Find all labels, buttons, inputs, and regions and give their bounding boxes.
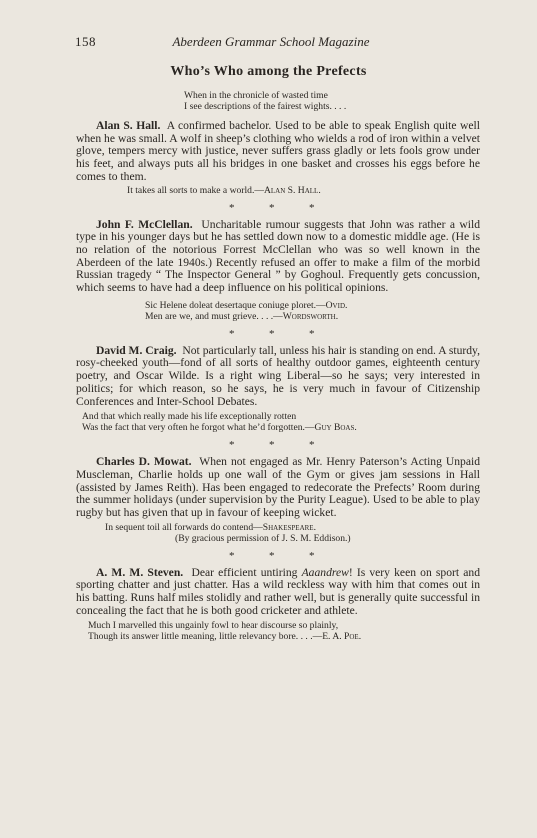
quote-text: In sequent toil all forwards do contend—: [105, 521, 263, 533]
quote-line: [145, 300, 480, 311]
entry-paragraph: [76, 456, 480, 520]
quote-line: [88, 631, 480, 642]
article-body: [76, 90, 480, 642]
quote-attribution: Shakespeare.: [262, 521, 316, 533]
quote-text: And that which really made his life exceptionally rotten: [82, 411, 297, 423]
entry-quote: [145, 300, 480, 322]
entry-paragraph: [76, 120, 480, 184]
quote-text: It takes all sorts to make a world.—: [127, 184, 264, 196]
running-title: Aberdeen Grammar School Magazine: [172, 34, 370, 49]
separator-star: *: [229, 549, 235, 562]
entry-text: When not engaged as Mr. Henry Paterson’s Acting Unpaid Muscleman, Charlie holds up one wall of the Gym or gives jam sessions in Hall (assisted by James Reith). Has been engaged to redecorate the Prefects’ Room during the summer holidays (under supervision by the Purity League). Used to be able to play rugby but has given that up in favour of keeping wicket.: [76, 455, 480, 520]
entry-text-italic: Aaandrew: [301, 565, 349, 579]
quote-attribution: Ovid.: [325, 299, 348, 311]
entry-name: David M. Craig.: [96, 343, 177, 357]
quote-text: Though its answer little meaning, little relevancy bore. . . .—: [88, 630, 323, 642]
separator-star: *: [229, 201, 235, 214]
entry-quote: [105, 522, 480, 544]
quote-line: [105, 522, 480, 533]
section-separator: [76, 439, 480, 451]
page-header: [75, 34, 467, 52]
separator-star: *: [309, 201, 315, 214]
entry-name: Alan S. Hall.: [96, 119, 161, 132]
section-separator: [76, 328, 480, 340]
entry-name: Charles D. Mowat.: [96, 455, 192, 469]
separator-star: *: [229, 439, 235, 452]
quote-line: [82, 422, 480, 433]
entry-text: A confirmed bachelor. Used to be able to speak English quite well when he was small. A wolf in sheep’s clothing who wields a rod of iron within a velvet glove, tempers mercy with justice, never suffers grass gladly or lets fools grow under his feet, and always puts all his bridges in one basket and crosses his eggs before he comes to them.: [76, 119, 481, 183]
quote-line: [127, 185, 480, 196]
quote-attribution: Alan S. Hall.: [263, 184, 321, 196]
entry-name: John F. McClellan.: [96, 217, 193, 231]
entry-text: ! Is very keen on sport and sporting chatter and just chatter. Has a wild reckless way with him that comes out in his batting. Runs half miles stolidly and rather well, but is generally quite successful in concealing the fact that he is both good cricketer and athlete.: [76, 565, 480, 617]
quote-text: (By gracious permission of J. S. M. Eddison.): [175, 532, 351, 544]
epigraph-line: I see descriptions of the fairest wights. . . .: [184, 101, 347, 112]
entry-quote: [82, 411, 480, 433]
quote-text: Much I marvelled this ungainly fowl to hear discourse so plainly,: [88, 619, 339, 631]
quote-line: [82, 411, 480, 422]
entry-text: Uncharitable rumour suggests that John was rather a wild type in his younger days but he has settled down now to a domestic middle age. (He is no relation of the notorious Forrest McClellan who was so well known in the Aberdeen of the late 1940s.) Recently refused an offer to make a film of the morbid Russian tragedy “ The Inspector General ” by Goghoul. Frequently gets concussion, which seems to have had a deep influence on his political opinions.: [76, 217, 480, 295]
separator-star: *: [309, 549, 315, 562]
entry-quote: [88, 620, 480, 642]
separator-star: *: [269, 549, 275, 562]
quote-attribution: E. A. Poe.: [322, 630, 362, 642]
separator-star: *: [269, 327, 275, 340]
article-title: Who’s Who among the Prefects: [170, 64, 367, 79]
quote-line: [145, 311, 480, 322]
entry-paragraph: [76, 345, 480, 409]
quote-line: [88, 620, 480, 631]
separator-star: *: [309, 439, 315, 452]
entry-name: A. M. M. Steven.: [96, 565, 184, 579]
epigraph-line: When in the chronicle of wasted time: [184, 90, 328, 101]
separator-star: *: [229, 327, 235, 340]
section-separator: [76, 550, 480, 562]
entry-paragraph: [76, 219, 480, 295]
page-number: 158: [75, 34, 96, 49]
separator-star: *: [269, 201, 275, 214]
entry-text: Not particularly tall, unless his hair is standing on end. A sturdy, rosy-cheeked youth—fond of all sorts of healthy outdoor games, eighteenth century poetry, and Oscar Wilde. Is a right wing Liberal—so he says; very interested in politics; for which reason, so he says, he is very much in favour of Citizenship Conferences and Inter-School Debates.: [76, 343, 481, 408]
quote-text: Men are we, and must grieve. . . .—: [145, 310, 283, 322]
quote-attribution: Guy Boas.: [314, 422, 357, 434]
quote-text: Sic Helene doleat desertaque coniuge ploret.—: [145, 299, 326, 311]
opening-epigraph: [184, 90, 480, 112]
separator-star: *: [309, 327, 315, 340]
quote-attribution: Wordsworth.: [282, 310, 339, 322]
separator-star: *: [269, 439, 275, 452]
quote-text: Was the fact that very often he forgot what he’d forgotten.—: [82, 422, 315, 434]
entry-quote: [127, 185, 480, 196]
entry-text: Dear efficient untiring: [191, 565, 302, 579]
entry-paragraph: [76, 567, 480, 618]
section-separator: [76, 202, 480, 214]
quote-line: [175, 533, 480, 544]
